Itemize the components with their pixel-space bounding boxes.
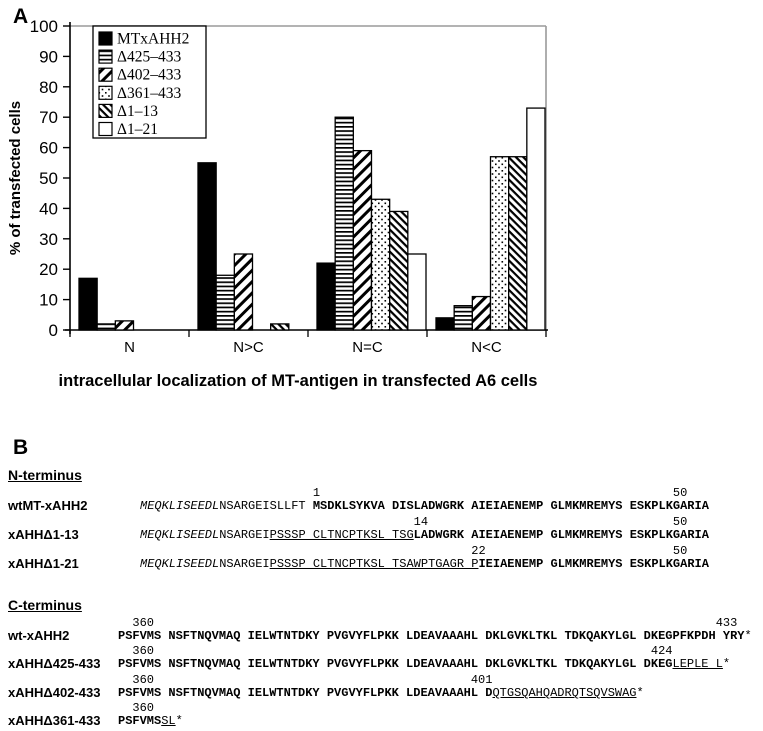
legend-swatch-open (99, 123, 112, 136)
legend-label: MTxAHH2 (117, 30, 190, 48)
y-tick-label: 40 (39, 199, 58, 219)
bar-MTxAHH2-N=C (317, 263, 335, 330)
residue-numbers: 360 433 (118, 616, 738, 630)
construct-label: xAHHΔ402-433 (8, 685, 101, 700)
y-tick-label: 50 (39, 169, 58, 188)
y-tick-label: 0 (48, 321, 58, 340)
sequence-row (0, 645, 763, 673)
residue-numbers: 14 50 (140, 515, 688, 529)
sequence (118, 702, 763, 728)
bar-Δ1–21-N<C (527, 108, 545, 330)
sequence-segment-bold: MSDKLSYKVA DISLADWGRK AIEIAENEMP GLMKMREMYS ESKPLKGARIA (312, 499, 709, 513)
residue-numbers: 22 50 (140, 544, 688, 558)
residue-numbers: 360 (118, 701, 155, 715)
sequence-segment-bold: PSFVMS NSFTNQVMAQ IELWTNTDKY PVGVYFLPKK LDEAVAAAHL D (118, 686, 493, 700)
sequence (140, 545, 763, 571)
sequence-segment-plain: NSARGEISLLFT (219, 499, 313, 513)
x-category-label: N>C (233, 339, 264, 356)
legend-swatch-diag-down (99, 104, 112, 117)
legend-label: Δ425–433 (117, 48, 182, 66)
sequence-segment-plain: * (636, 686, 644, 700)
legend-swatch-hlines (99, 50, 112, 63)
legend-label: Δ361–433 (117, 84, 182, 102)
bar-MTxAHH2-N<C (436, 318, 454, 330)
legend-swatch-diag-up (99, 68, 112, 81)
bar-Δ425–433-N=C (335, 117, 353, 330)
bar-Δ425–433-N (97, 324, 115, 330)
y-tick-label: 10 (39, 290, 58, 310)
residue-numbers: 360 424 (118, 644, 673, 658)
sequence-segment-bold: LADWGRK AIEIAENEMP GLMKMREMYS ESKPLKGARIA (413, 528, 709, 542)
sequence-row (0, 702, 763, 730)
x-category-label: N=C (352, 339, 383, 356)
legend-label: Δ1–13 (117, 102, 158, 120)
c-terminus-header: C-terminus (8, 597, 82, 613)
construct-label: xAHHΔ1-13 (8, 527, 79, 542)
construct-label: wt-xAHH2 (8, 628, 70, 643)
sequence-segment-underline: QTGSQAHQADRQTSQVSWAG (492, 686, 637, 700)
legend-label: Δ1–21 (117, 121, 158, 138)
bar-Δ1–13-N<C (509, 157, 527, 330)
legend-swatch-dots (99, 86, 112, 99)
sequence-segment-plain: NSARGEI (219, 528, 270, 542)
sequence-segment-plain: * (722, 657, 731, 671)
bar-Δ425–433-N<C (454, 306, 472, 330)
bar-Δ402–433-N (115, 321, 133, 330)
sequence-segment-underline: PSSSP CLTNCPTKSL TSG (269, 528, 414, 542)
residue-numbers: 360 401 (118, 673, 493, 687)
x-axis-title: intracellular localization of MT-antigen in transfected A6 cells (58, 372, 538, 390)
sequence-segment-plain: * (175, 714, 183, 728)
bar-Δ402–433-N=C (353, 151, 371, 330)
y-tick-label: 90 (39, 47, 58, 67)
y-tick-label: 80 (39, 77, 58, 97)
panel-a-label: A (13, 5, 29, 28)
legend-swatch-solid (99, 32, 112, 45)
y-tick-label: 20 (39, 260, 58, 280)
sequence-segment-italic: MEQKLISEEDL (140, 557, 220, 571)
y-tick-label: 70 (39, 108, 58, 128)
sequence (118, 617, 763, 643)
sequence-segment-bold: PSFVMS NSFTNQVMAQ IELWTNTDKY PVGVYFLPKK LDEAVAAAHL DKLGVKLTKL TDKQAKYLGL DKEGPFKPDH YRY (118, 629, 745, 643)
x-category-label: N (124, 339, 135, 356)
sequence (140, 487, 763, 513)
sequence-row (0, 617, 763, 645)
bar-Δ1–21-N=C (408, 254, 426, 330)
sequence-segment-italic: MEQKLISEEDL (140, 528, 220, 542)
bar-Δ1–13-N=C (390, 211, 408, 330)
bar-MTxAHH2-N (79, 278, 97, 330)
y-tick-label: 60 (39, 138, 58, 158)
sequence (140, 516, 763, 542)
bar-Δ361–433-N<C (491, 157, 509, 330)
x-category-label: N<C (471, 339, 502, 356)
sequence-segment-bold: PSFVMS NSFTNQVMAQ IELWTNTDKY PVGVYFLPKK LDEAVAAAHL DKLGVKLTKL TDKQAKYLGL DKEG (118, 657, 673, 671)
sequence-segment-italic: MEQKLISEEDL (140, 499, 220, 513)
y-tick-label: 100 (29, 17, 58, 36)
residue-numbers: 1 50 (140, 486, 688, 500)
bar-Δ402–433-N>C (234, 254, 252, 330)
y-tick-label: 30 (39, 229, 58, 249)
sequence-row (0, 516, 763, 544)
sequence-row (0, 545, 763, 573)
bar-Δ1–13-N>C (271, 324, 289, 330)
bar-Δ361–433-N=C (372, 199, 390, 330)
sequence-row (0, 487, 763, 515)
construct-label: xAHHΔ1-21 (8, 556, 79, 571)
n-terminus-header: N-terminus (8, 467, 82, 483)
sequence (118, 645, 763, 671)
sequence-segment-bold: PSFVMS (118, 714, 162, 728)
sequence-segment-underline: PSSSP CLTNCPTKSL TSAWPTGAGR P (269, 557, 479, 571)
sequence-segment-bold: IEIAENEMP GLMKMREMYS ESKPLKGARIA (478, 557, 709, 571)
sequence-segment-underline: SL (161, 714, 176, 728)
sequence-segment-plain: NSARGEI (219, 557, 270, 571)
construct-label: xAHHΔ425-433 (8, 656, 101, 671)
construct-label: wtMT-xAHH2 (8, 498, 88, 513)
construct-label: xAHHΔ361-433 (8, 713, 101, 728)
sequence-row (0, 674, 763, 702)
sequence-segment-plain: * (744, 629, 752, 643)
y-axis-title: % of transfected cells (7, 100, 24, 256)
sequence-segment-underline: LEPLE L (672, 657, 723, 671)
bar-Δ402–433-N<C (472, 297, 490, 330)
bar-MTxAHH2-N>C (198, 163, 216, 330)
legend-label: Δ402–433 (117, 66, 182, 84)
sequence (118, 674, 763, 700)
bar-Δ425–433-N>C (216, 275, 234, 330)
panel-b-label: B (13, 436, 29, 459)
